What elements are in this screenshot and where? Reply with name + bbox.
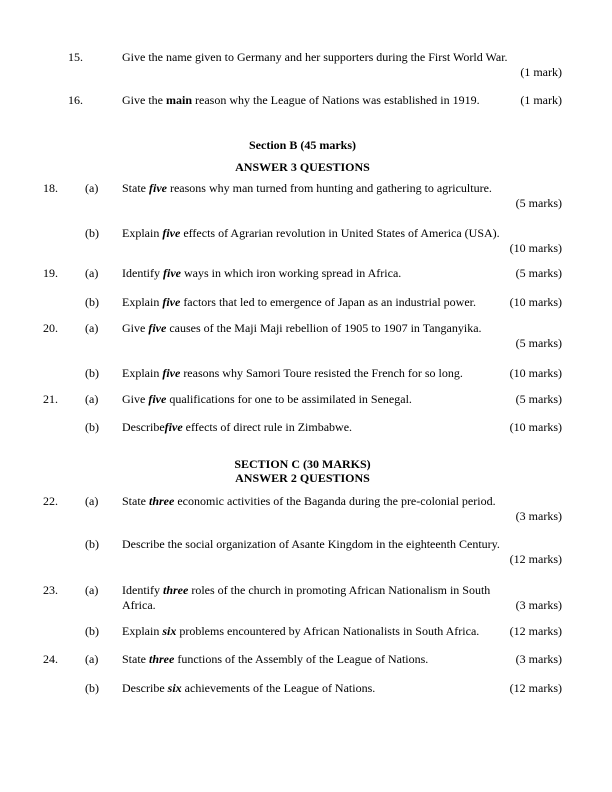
question-sentence [122, 652, 428, 667]
question-text [122, 420, 562, 435]
question-text [122, 93, 562, 108]
marks-label: (10 marks) [509, 295, 562, 309]
text-pre: Explain [122, 366, 163, 380]
question-15 [43, 50, 562, 80]
question-number: 20. [43, 321, 58, 335]
question-letter: (a) [85, 583, 99, 597]
question-letter: (a) [85, 266, 99, 280]
keyword: six [167, 681, 182, 695]
text-post: economic activities of the Baganda during the pre-colonial period. [174, 494, 496, 508]
keyword: three [149, 652, 175, 666]
text-post: factors that led to emergence of Japan as an industrial power. [180, 295, 476, 309]
question-text [122, 50, 562, 80]
marks-label: (10 marks) [509, 366, 562, 380]
question-text [122, 226, 562, 256]
question-sentence: Describe the social organization of Asante Kingdom in the eighteenth Century. [122, 537, 500, 551]
question-number: 15. [68, 50, 83, 64]
question-line [122, 652, 562, 667]
question-sentence: Give the name given to Germany and her supporters during the First World War. [122, 50, 508, 64]
text-post: reasons why man turned from hunting and gathering to agriculture. [166, 181, 492, 195]
marks-label: (5 marks) [515, 336, 562, 350]
question-letter: (b) [85, 537, 99, 551]
question-number: 18. [43, 181, 58, 195]
question-text [122, 181, 562, 211]
text-pre: Describe [122, 681, 168, 695]
question-sentence [122, 624, 479, 639]
section-c-title: SECTION C (30 MARKS) [234, 457, 371, 471]
text-post: causes of the Maji Maji rebellion of 1905 to 1907 in Tanganyika. [166, 321, 482, 335]
question-sentence [122, 366, 463, 381]
question-letter: (a) [85, 652, 99, 666]
text-post: achievements of the League of Nations. [181, 681, 376, 695]
question-21b [43, 420, 562, 435]
question-line [122, 681, 562, 696]
question-21a [43, 392, 562, 407]
question-text [122, 652, 562, 667]
keyword: five [149, 181, 167, 195]
question-24a [43, 652, 562, 667]
question-23a [43, 583, 562, 613]
question-text [122, 266, 562, 281]
question-text [122, 583, 562, 613]
question-letter: (a) [85, 321, 99, 335]
section-c-subtitle: ANSWER 2 QUESTIONS [235, 471, 370, 485]
section-c-heading [43, 457, 562, 486]
question-line [122, 93, 562, 108]
question-letter: (b) [85, 420, 99, 434]
question-number [43, 366, 85, 381]
marks-label: (12 marks) [509, 624, 562, 638]
question-number [43, 420, 85, 435]
text-post: reasons why Samori Toure resisted the French for so long. [180, 366, 463, 380]
keyword: five [162, 366, 181, 380]
marks-label: (1 mark) [520, 65, 562, 79]
question-18b [43, 226, 562, 256]
marks-label: (3 marks) [515, 598, 562, 612]
question-sentence [122, 295, 476, 310]
text-pre: Give [122, 321, 149, 335]
question-sentence [122, 181, 562, 196]
question-sentence [122, 420, 352, 435]
text-pre: Explain [122, 226, 163, 240]
question-22a [43, 494, 562, 524]
question-19b [43, 295, 562, 310]
question-line-2 [122, 598, 562, 613]
marks-label: (5 marks) [515, 196, 562, 210]
text-pre: State [122, 494, 149, 508]
question-sentence [122, 93, 480, 108]
text-pre: Describe [122, 420, 165, 434]
question-19a [43, 266, 562, 281]
keyword: five [148, 392, 167, 406]
keyword: three [163, 583, 189, 597]
section-b-heading [43, 138, 562, 175]
question-16 [43, 93, 562, 108]
question-23b [43, 624, 562, 639]
marks-label: (12 marks) [509, 681, 562, 695]
text-pre: Identify [122, 583, 163, 597]
keyword: three [149, 494, 175, 508]
question-letter: (a) [85, 494, 99, 508]
question-letter: (b) [85, 226, 99, 240]
question-line [122, 266, 562, 281]
question-letter: (a) [85, 181, 99, 195]
marks-label: (1 mark) [520, 93, 562, 107]
question-number [43, 624, 85, 639]
question-line [122, 420, 562, 435]
question-letter: (b) [85, 295, 99, 309]
question-number: 16. [68, 93, 83, 107]
marks-label: (3 marks) [515, 652, 562, 666]
text-pre: State [122, 181, 149, 195]
text-post: functions of the Assembly of the League of Nations. [174, 652, 429, 666]
keyword: five [162, 295, 181, 309]
question-number: 19. [43, 266, 58, 280]
question-22b [43, 537, 562, 567]
text-post: effects of Agrarian revolution in United States of America (USA). [180, 226, 500, 240]
question-line [122, 366, 562, 381]
question-line [122, 624, 562, 639]
question-line [122, 295, 562, 310]
question-letter: (b) [85, 681, 99, 695]
marks-label: (10 marks) [509, 420, 562, 434]
keyword: six [162, 624, 177, 638]
question-24b [43, 681, 562, 696]
question-sentence-line2: Africa. [122, 598, 156, 612]
text-pre: Explain [122, 295, 163, 309]
question-sentence [122, 266, 401, 281]
section-b-subtitle: ANSWER 3 QUESTIONS [235, 160, 370, 174]
section-b-title: Section B (45 marks) [249, 138, 356, 152]
question-text [122, 392, 562, 407]
question-text [122, 366, 562, 381]
question-letter: (b) [85, 624, 99, 638]
question-number [43, 295, 85, 310]
text-pre: Give [122, 392, 149, 406]
text-post: qualifications for one to be assimilated in Senegal. [166, 392, 412, 406]
keyword: main [166, 93, 193, 107]
question-text [122, 624, 562, 639]
text-pre: State [122, 652, 149, 666]
question-sentence [122, 583, 562, 598]
question-number: 21. [43, 392, 58, 406]
text-post: reason why the League of Nations was established in 1919. [192, 93, 480, 107]
question-20a [43, 321, 562, 351]
question-line [122, 392, 562, 407]
keyword: five [148, 321, 167, 335]
question-number: 23. [43, 583, 58, 597]
question-number [43, 226, 85, 256]
question-sentence [122, 321, 562, 336]
question-number: 24. [43, 652, 58, 666]
question-18a [43, 181, 562, 211]
question-text [122, 537, 562, 567]
marks-label: (5 marks) [515, 392, 562, 406]
question-text [122, 494, 562, 524]
text-pre: Identify [122, 266, 163, 280]
question-letter: (a) [85, 392, 99, 406]
text-pre: Give the [122, 93, 166, 107]
keyword: five [162, 226, 181, 240]
text-post: problems encountered by African Nationalists in South Africa. [176, 624, 480, 638]
marks-label: (5 marks) [515, 266, 562, 280]
question-sentence [122, 392, 412, 407]
keyword: five [163, 266, 181, 280]
keyword: five [164, 420, 183, 434]
question-number [43, 681, 85, 696]
question-text [122, 321, 562, 351]
question-text [122, 681, 562, 696]
marks-label: (12 marks) [509, 552, 562, 566]
marks-label: (10 marks) [509, 241, 562, 255]
question-sentence [122, 226, 562, 241]
question-sentence [122, 494, 562, 509]
question-sentence [122, 681, 375, 696]
text-pre: Explain [122, 624, 163, 638]
question-text [122, 295, 562, 310]
text-post: roles of the church in promoting African Nationalism in South [188, 583, 491, 597]
text-post: ways in which iron working spread in Africa. [180, 266, 402, 280]
text-post: effects of direct rule in Zimbabwe. [182, 420, 353, 434]
question-number: 22. [43, 494, 58, 508]
question-number [43, 537, 85, 567]
marks-label: (3 marks) [515, 509, 562, 523]
question-20b [43, 366, 562, 381]
question-letter: (b) [85, 366, 99, 380]
